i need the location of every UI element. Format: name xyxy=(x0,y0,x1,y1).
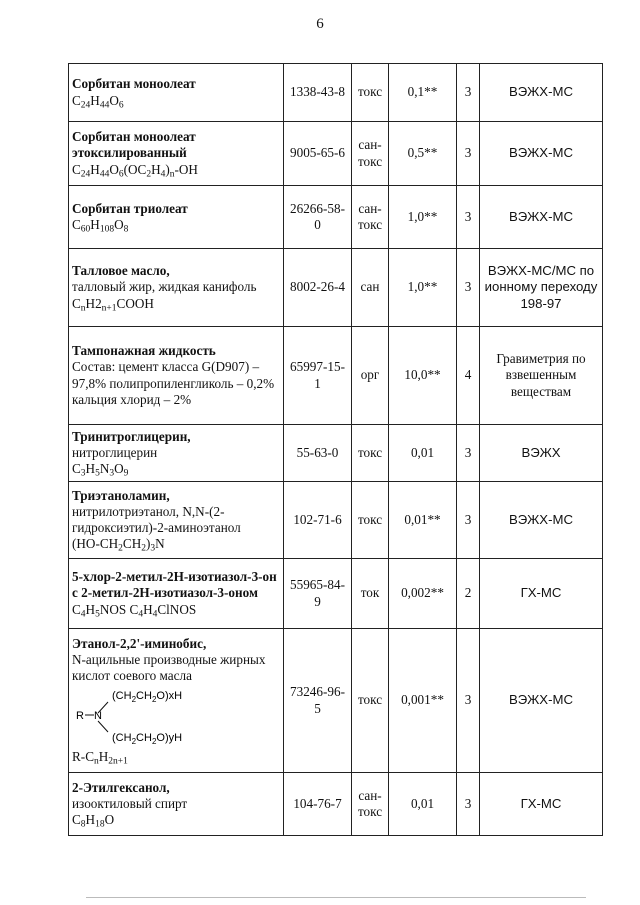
limit-value: 1,0** xyxy=(389,186,457,249)
structure-nitrogen-atom: N xyxy=(94,710,102,723)
substance-synonyms: нитрилотриэтанол, N,N-(2-гидроксиэтил)-2-аминоэтанол xyxy=(72,503,241,535)
chemical-formula: $C_8H_{18}O$ xyxy=(72,812,115,830)
hazard-class: 3 xyxy=(457,249,480,327)
cas-number: 26266-58-0 xyxy=(284,186,352,249)
hazard-class-indicator: токс xyxy=(352,425,389,482)
substance-name-cell xyxy=(69,773,284,836)
hazard-class: 3 xyxy=(457,425,480,482)
substance-synonyms: изооктиловый спирт xyxy=(72,795,188,811)
substance-name-cell xyxy=(69,629,284,773)
analysis-method: ВЭЖХ-МС xyxy=(480,122,603,186)
chemical-formula: $C_{24}H_{44}O_6(OC_2H_4)_n-OH$ xyxy=(72,161,198,179)
substance-name: 2-Этилгексанол, xyxy=(72,779,170,795)
table-row xyxy=(69,425,603,482)
table-row xyxy=(69,559,603,629)
chemical-formula: $R-C_nH_{2n+1}$ xyxy=(72,749,128,767)
chemical-formula: $C_3H_5N_3O_9$ xyxy=(72,461,129,479)
limit-value: 0,01** xyxy=(389,482,457,559)
table-row xyxy=(69,327,603,425)
hazard-class-indicator: ток xyxy=(352,559,389,629)
substance-synonyms: нитроглицерин xyxy=(72,444,158,460)
hazard-class-indicator: сан-токс xyxy=(352,773,389,836)
cas-number: 65997-15-1 xyxy=(284,327,352,425)
table-row xyxy=(69,482,603,559)
substance-name: Этанол-2,2'-иминобис, xyxy=(72,635,207,651)
structure-r-group: R xyxy=(76,710,84,723)
limit-value: 0,01 xyxy=(389,773,457,836)
analysis-method: ВЭЖХ-МС xyxy=(480,186,603,249)
page-number: 6 xyxy=(316,16,324,32)
hazard-class: 3 xyxy=(457,64,480,122)
substance-name: Талловое масло, xyxy=(72,263,170,279)
cas-number: 55965-84-9 xyxy=(284,559,352,629)
chemical-formula: $C_{24}H_{44}O_6$ xyxy=(72,92,124,110)
table-row xyxy=(69,122,603,186)
cas-number: 102-71-6 xyxy=(284,482,352,559)
substance-name: Тринитроглицерин, xyxy=(72,428,191,444)
hazard-class-indicator: токс xyxy=(352,64,389,122)
page-edge-line xyxy=(86,897,586,898)
substance-table xyxy=(68,63,603,836)
substance-name: 5-хлор-2-метил-2Н-изотиазол-3-он с 2-метил-2Н-изотиазол-3-оном xyxy=(72,569,277,601)
hazard-class-indicator: токс xyxy=(352,629,389,773)
chemical-formula: $C_4H_5NOS$ $C_4H_4ClNOS$ xyxy=(72,601,197,619)
hazard-class-indicator: сан-токс xyxy=(352,122,389,186)
limit-value: 10,0** xyxy=(389,327,457,425)
limit-value: 0,01 xyxy=(389,425,457,482)
hazard-class: 2 xyxy=(457,559,480,629)
substance-name: Сорбитан моноолеат этоксилированный xyxy=(72,129,196,161)
limit-value: 0,002** xyxy=(389,559,457,629)
substance-name-cell xyxy=(69,186,284,249)
cas-number: 1338-43-8 xyxy=(284,64,352,122)
analysis-method: ВЭЖХ-МС xyxy=(480,64,603,122)
substance-composition: Состав: цемент класса G(D907) – 97,8% полипропиленгликоль – 0,2% кальция хлорид – 2% xyxy=(72,359,275,407)
hazard-class-indicator: орг xyxy=(352,327,389,425)
analysis-method: ВЭЖХ-МС xyxy=(480,482,603,559)
substance-name: Сорбитан триолеат xyxy=(72,200,188,216)
analysis-method: ГХ-МС xyxy=(480,559,603,629)
table-row xyxy=(69,629,603,773)
substance-name-cell xyxy=(69,64,284,122)
analysis-method: ВЭЖХ-МС xyxy=(480,629,603,773)
structure-bottom-chain: $(CH_2CH_2O)yH$ xyxy=(112,732,183,747)
structural-formula xyxy=(72,685,280,747)
hazard-class: 3 xyxy=(457,629,480,773)
table-row xyxy=(69,773,603,836)
limit-value: 1,0** xyxy=(389,249,457,327)
limit-value: 0,5** xyxy=(389,122,457,186)
chemical-formula: $C_nH2_{n+1}COOH$ xyxy=(72,295,154,313)
substance-name-cell xyxy=(69,559,284,629)
hazard-class: 3 xyxy=(457,122,480,186)
analysis-method: ВЭЖХ xyxy=(480,425,603,482)
substance-name: Сорбитан моноолеат xyxy=(72,76,196,92)
hazard-class-indicator: сан xyxy=(352,249,389,327)
hazard-class: 3 xyxy=(457,186,480,249)
substance-name-cell xyxy=(69,425,284,482)
limit-value: 0,1** xyxy=(389,64,457,122)
cas-number: 8002-26-4 xyxy=(284,249,352,327)
substance-name-cell xyxy=(69,122,284,186)
substance-name-cell xyxy=(69,249,284,327)
hazard-class: 4 xyxy=(457,327,480,425)
substance-name-cell xyxy=(69,327,284,425)
cas-number: 55-63-0 xyxy=(284,425,352,482)
hazard-class-indicator: сан-токс xyxy=(352,186,389,249)
table-row xyxy=(69,64,603,122)
substance-name-cell xyxy=(69,482,284,559)
substance-name: Тампонажная жидкость xyxy=(72,343,216,359)
structure-top-chain: $(CH_2CH_2O)xH$ xyxy=(112,690,183,705)
substance-synonyms: N-ацильные производные жирных кислот соевого масла xyxy=(72,651,266,683)
cas-number: 73246-96-5 xyxy=(284,629,352,773)
substance-synonyms: талловый жир, жидкая канифоль xyxy=(72,279,257,295)
cas-number: 9005-65-6 xyxy=(284,122,352,186)
table-row xyxy=(69,249,603,327)
chemical-formula: $(HO-CH_2CH_2)_3N$ xyxy=(72,536,165,554)
hazard-class: 3 xyxy=(457,773,480,836)
hazard-class-indicator: токс xyxy=(352,482,389,559)
cas-number: 104-76-7 xyxy=(284,773,352,836)
table-row xyxy=(69,186,603,249)
analysis-method: Гравиметрия по взвешенным веществам xyxy=(480,327,603,425)
substance-name: Триэтаноламин, xyxy=(72,487,170,503)
analysis-method: ВЭЖХ-МС/МС по ионному переходу 198-97 xyxy=(480,249,603,327)
hazard-class: 3 xyxy=(457,482,480,559)
chemical-formula: $C_{60}H_{108}O_8$ xyxy=(72,217,129,235)
limit-value: 0,001** xyxy=(389,629,457,773)
analysis-method: ГХ-МС xyxy=(480,773,603,836)
